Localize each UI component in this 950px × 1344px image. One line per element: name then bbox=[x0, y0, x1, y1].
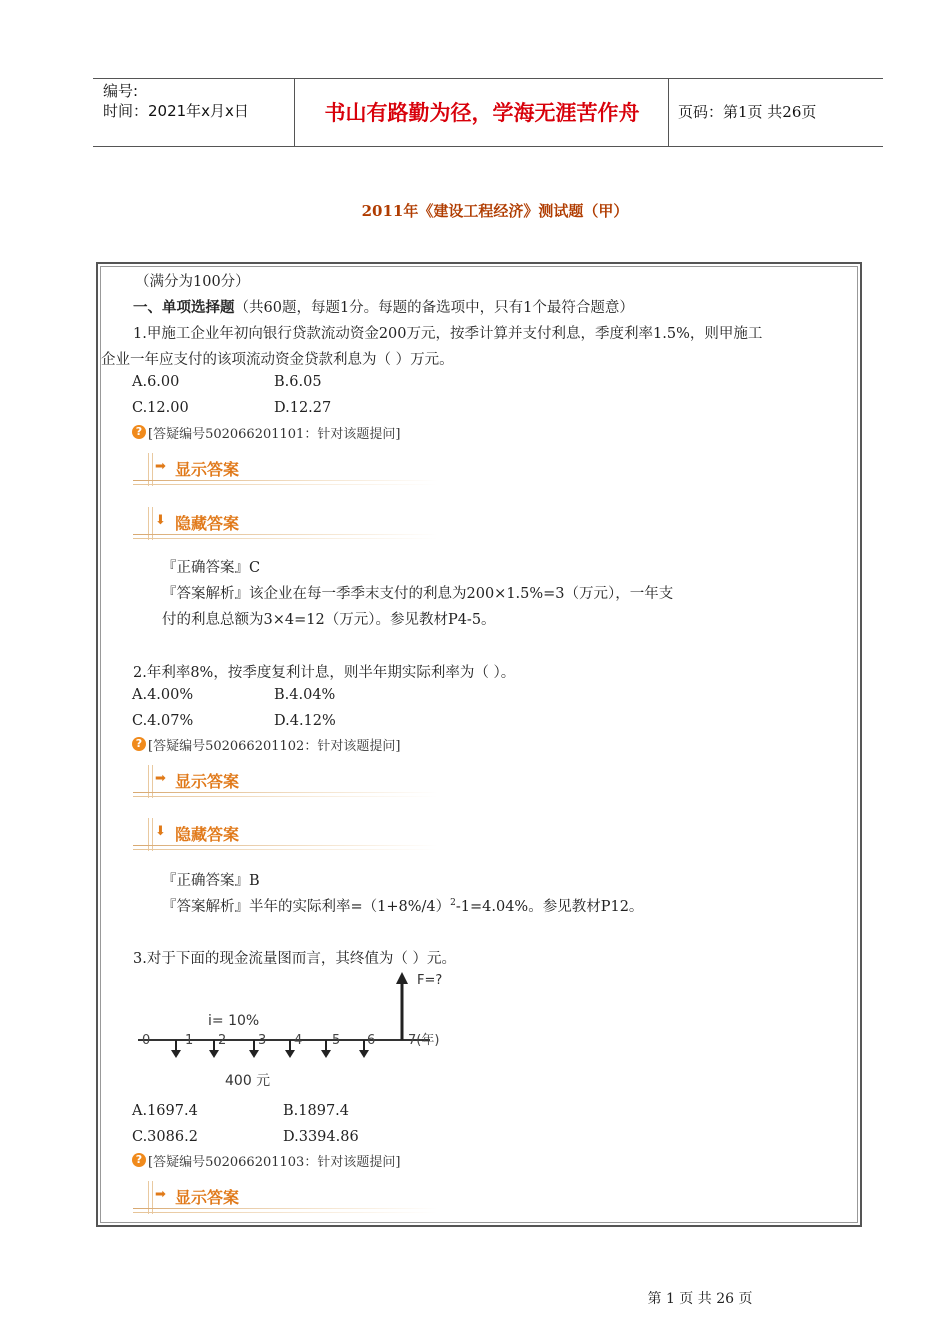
q2-option-c: C.4.07% bbox=[132, 713, 194, 729]
q2-analysis bbox=[162, 895, 643, 916]
section-title: 一、单项选择题 bbox=[133, 299, 235, 316]
hide-answer-label: 隐藏答案 bbox=[175, 825, 240, 844]
q3-option-a: A.1697.4 bbox=[132, 1103, 198, 1119]
q2-analysis-part1: 『答案解析』半年的实际利率=（1+8%/4） bbox=[162, 899, 451, 915]
period-label: 4 bbox=[294, 1033, 303, 1048]
payment-arrow bbox=[321, 1040, 331, 1058]
arrow-down-icon: ⬇ bbox=[155, 824, 166, 839]
q2-show-answer-button[interactable] bbox=[133, 765, 443, 799]
q2-ask-link[interactable]: [答疑编号502066201102：针对该题提问] bbox=[148, 739, 401, 754]
payment-arrow bbox=[171, 1040, 181, 1058]
document-title: 2011年《建设工程经济》测试题（甲） bbox=[361, 202, 629, 220]
future-value-label: F=? bbox=[417, 973, 443, 988]
q1-option-d: D.12.27 bbox=[274, 400, 332, 416]
show-answer-label: 显示答案 bbox=[175, 772, 240, 791]
q2-analysis-exponent: 2 bbox=[450, 898, 456, 909]
period-label: 7(年) bbox=[408, 1033, 440, 1048]
section-description: （共60题，每题1分。每题的备选项中，只有1个最符合题意） bbox=[234, 300, 634, 316]
arrow-right-icon: ➡ bbox=[155, 459, 166, 474]
header-divider bbox=[668, 79, 669, 146]
q3-ask-link[interactable]: [答疑编号502066201103：针对该题提问] bbox=[148, 1155, 401, 1170]
header-page-info: 页码：第1页 共26页 bbox=[678, 103, 817, 121]
q2-option-d: D.4.12% bbox=[274, 713, 336, 729]
cash-flow-diagram bbox=[130, 968, 460, 1096]
q2-correct-answer: 『正确答案』B bbox=[162, 873, 260, 889]
hide-answer-label: 隐藏答案 bbox=[175, 514, 240, 533]
q1-correct-answer: 『正确答案』C bbox=[162, 560, 261, 576]
q1-ask-link[interactable]: [答疑编号502066201101：针对该题提问] bbox=[148, 427, 401, 442]
q2-hide-answer-button[interactable] bbox=[133, 818, 443, 852]
arrow-right-icon: ➡ bbox=[155, 771, 166, 786]
q3-stem: 3.对于下面的现金流量图而言，其终值为（ ）元。 bbox=[133, 951, 456, 967]
rate-label: i= 10% bbox=[208, 1013, 260, 1029]
header-meta bbox=[103, 81, 293, 121]
header-motto: 书山有路勤为径，学海无涯苦作舟 bbox=[324, 100, 640, 125]
future-arrow-head bbox=[396, 972, 408, 984]
show-answer-label: 显示答案 bbox=[175, 1188, 240, 1207]
header-time-label: 时间：2021年x月x日 bbox=[103, 102, 249, 120]
period-label: 3 bbox=[258, 1033, 267, 1048]
amount-label: 400 元 bbox=[225, 1073, 271, 1089]
q1-stem-line2: 企业一年应支付的该项流动资金贷款利息为（ ）万元。 bbox=[101, 352, 454, 368]
header-number-label: 编号: bbox=[103, 82, 139, 100]
question-mark-icon: ? bbox=[132, 425, 146, 439]
period-label: 1 bbox=[185, 1033, 194, 1048]
q1-analysis-line1: 『答案解析』该企业在每一季季末支付的利息为200×1.5%=3（万元），一年支 bbox=[162, 586, 674, 602]
question-mark-icon: ? bbox=[132, 737, 146, 751]
period-label: 0 bbox=[142, 1033, 151, 1048]
q1-option-b: B.6.05 bbox=[274, 374, 322, 390]
question-mark-icon: ? bbox=[132, 1153, 146, 1167]
page-header bbox=[93, 78, 883, 147]
period-label: 5 bbox=[332, 1033, 341, 1048]
arrow-down-icon: ⬇ bbox=[155, 513, 166, 528]
header-divider bbox=[294, 79, 295, 146]
arrow-right-icon: ➡ bbox=[155, 1187, 166, 1202]
section-heading bbox=[133, 296, 634, 317]
q3-show-answer-button[interactable] bbox=[133, 1181, 443, 1215]
period-label: 6 bbox=[367, 1033, 376, 1048]
q1-stem-line1: 1.甲施工企业年初向银行贷款流动资金200万元，按季计算并支付利息，季度利率1.5%，则甲施工 bbox=[133, 326, 763, 342]
q3-option-d: D.3394.86 bbox=[283, 1129, 359, 1145]
q2-stem: 2.年利率8%，按季度复利计息，则半年期实际利率为（ ）。 bbox=[133, 665, 516, 681]
q3-option-c: C.3086.2 bbox=[132, 1129, 198, 1145]
q2-option-a: A.4.00% bbox=[132, 687, 194, 703]
q1-option-c: C.12.00 bbox=[132, 400, 189, 416]
q1-option-a: A.6.00 bbox=[132, 374, 180, 390]
q2-option-b: B.4.04% bbox=[274, 687, 336, 703]
q1-analysis-line2: 付的利息总额为3×4=12（万元）。参见教材P4-5。 bbox=[162, 612, 496, 628]
q1-show-answer-button[interactable] bbox=[133, 453, 443, 487]
q2-analysis-part2: -1=4.04%。参见教材P12。 bbox=[455, 899, 644, 915]
q1-hide-answer-button[interactable] bbox=[133, 507, 443, 541]
full-score: （满分为100分） bbox=[135, 274, 250, 290]
period-label: 2 bbox=[218, 1033, 227, 1048]
page-footer: 第 1 页 共 26 页 bbox=[647, 1291, 753, 1307]
show-answer-label: 显示答案 bbox=[175, 460, 240, 479]
q3-option-b: B.1897.4 bbox=[283, 1103, 350, 1119]
